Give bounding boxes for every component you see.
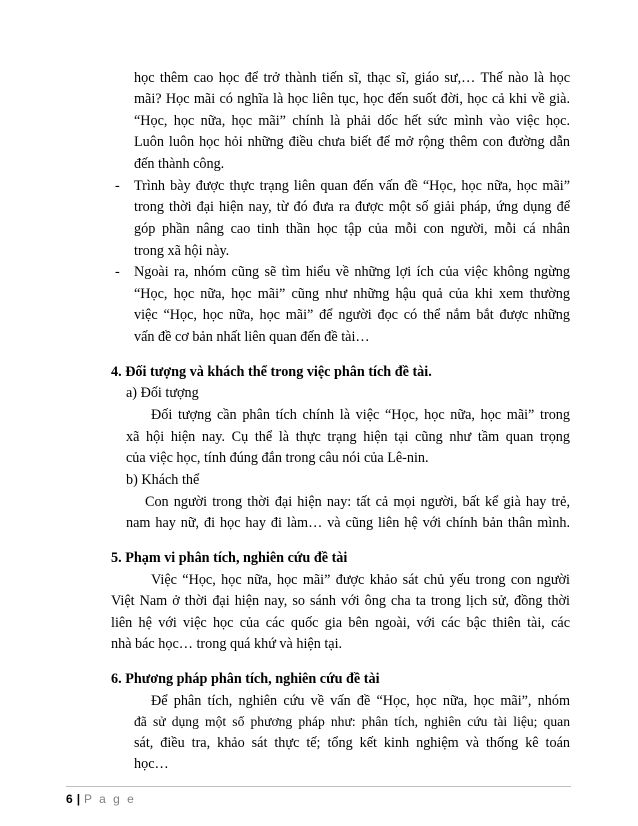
- body-text-line: học thêm cao học để trở thành tiến sĩ, thạc sĩ, giáo sư,… Thế nào là học: [134, 70, 570, 86]
- body-text-line: nam hay nữ, đi học hay đi làm… và cũng liên hệ với chính bản thân mình.: [126, 515, 570, 531]
- body-text-line: liên hệ với việc học của các quốc gia bên ngoài, với các bậc thiên tài, các: [111, 615, 570, 631]
- footer-divider: [66, 786, 571, 787]
- page-label: P a g e: [84, 792, 136, 806]
- bullet-text-line: vấn đề cơ bản nhất liên quan đến đề tài…: [134, 329, 370, 345]
- body-text-line: của việc học, tính đúng đắn trong câu nói của Lê-nin.: [126, 450, 429, 466]
- section-heading-5: 5. Phạm vi phân tích, nghiên cứu đề tài: [111, 550, 348, 566]
- body-text-line: nhà bác học… trong quá khứ và hiện tại.: [111, 636, 343, 652]
- subheading-b: b) Khách thể: [126, 472, 200, 488]
- bullet-text-line: Trình bày được thực trạng liên quan đến vấn đề “Học, học nữa, học mãi”: [134, 178, 570, 194]
- section-heading-6: 6. Phương pháp phân tích, nghiên cứu đề tài: [111, 671, 380, 687]
- bullet-text-line: trong thời đại hiện nay, từ đó đưa ra được một số giải pháp, ứng dụng để: [134, 199, 570, 215]
- body-text-line: sát, điều tra, khảo sát thực tế; tổng kết kinh nghiệm và thống kê toán: [134, 735, 570, 751]
- page-footer: [66, 791, 136, 807]
- bullet-text-line: việc “Học, học nữa, học mãi” để người đọc có thể nắm bắt được những: [134, 307, 570, 323]
- body-text-line: đã sử dụng một số phương pháp như: phân tích, nghiên cứu tài liệu; quan: [134, 714, 570, 729]
- page-number: 6: [66, 792, 73, 806]
- body-text-line: học…: [134, 756, 169, 772]
- body-text-line: Việc “Học, học nữa, học mãi” được khảo sát chủ yếu trong con người: [151, 572, 570, 588]
- body-text-line: đến thành công.: [134, 156, 225, 172]
- bullet-text-line: “Học, học nữa, học mãi” cũng như những hậu quả của khi xem thường: [134, 286, 570, 302]
- body-text-line: xã hội hiện nay. Cụ thể là thực trạng hiện tại cũng như tầm quan trọng: [126, 429, 570, 445]
- body-text-line: Luôn luôn học hỏi những điều chưa biết để mở rộng thêm con đường dẫn: [134, 134, 570, 150]
- body-text-line: Để phân tích, nghiên cứu về vấn đề “Học, học nữa, học mãi”, nhóm: [151, 693, 570, 709]
- body-text-line: Đối tượng cần phân tích chính là việc “Học, học nữa, học mãi” trong: [151, 407, 570, 423]
- subheading-a: a) Đối tượng: [126, 385, 199, 401]
- bullet-text-line: Ngoài ra, nhóm cũng sẽ tìm hiểu về những lợi ích của việc không ngừng: [134, 264, 570, 280]
- bullet-marker: -: [115, 264, 120, 280]
- body-text-line: Con người trong thời đại hiện nay: tất cả mọi người, bất kể già hay trẻ,: [145, 494, 570, 510]
- body-text-line: “Học, học nữa, học mãi” chính là phải dốc hết sức mình vào việc học.: [134, 113, 570, 129]
- bullet-text-line: góp phần nâng cao tinh thần học tập của mỗi con người, mỗi cá nhân: [134, 221, 570, 237]
- section-heading-4: 4. Đối tượng và khách thể trong việc phân tích đề tài.: [111, 364, 432, 380]
- body-text-line: mãi? Học mãi có nghĩa là học liên tục, học đến suốt đời, học cả khi về già.: [134, 91, 570, 107]
- bullet-text-line: trong xã hội này.: [134, 243, 230, 259]
- bullet-marker: -: [115, 178, 120, 194]
- footer-separator: |: [76, 792, 81, 806]
- body-text-line: Việt Nam ở thời đại hiện nay, so sánh với ông cha ta trong lịch sử, đồng thời: [111, 593, 570, 609]
